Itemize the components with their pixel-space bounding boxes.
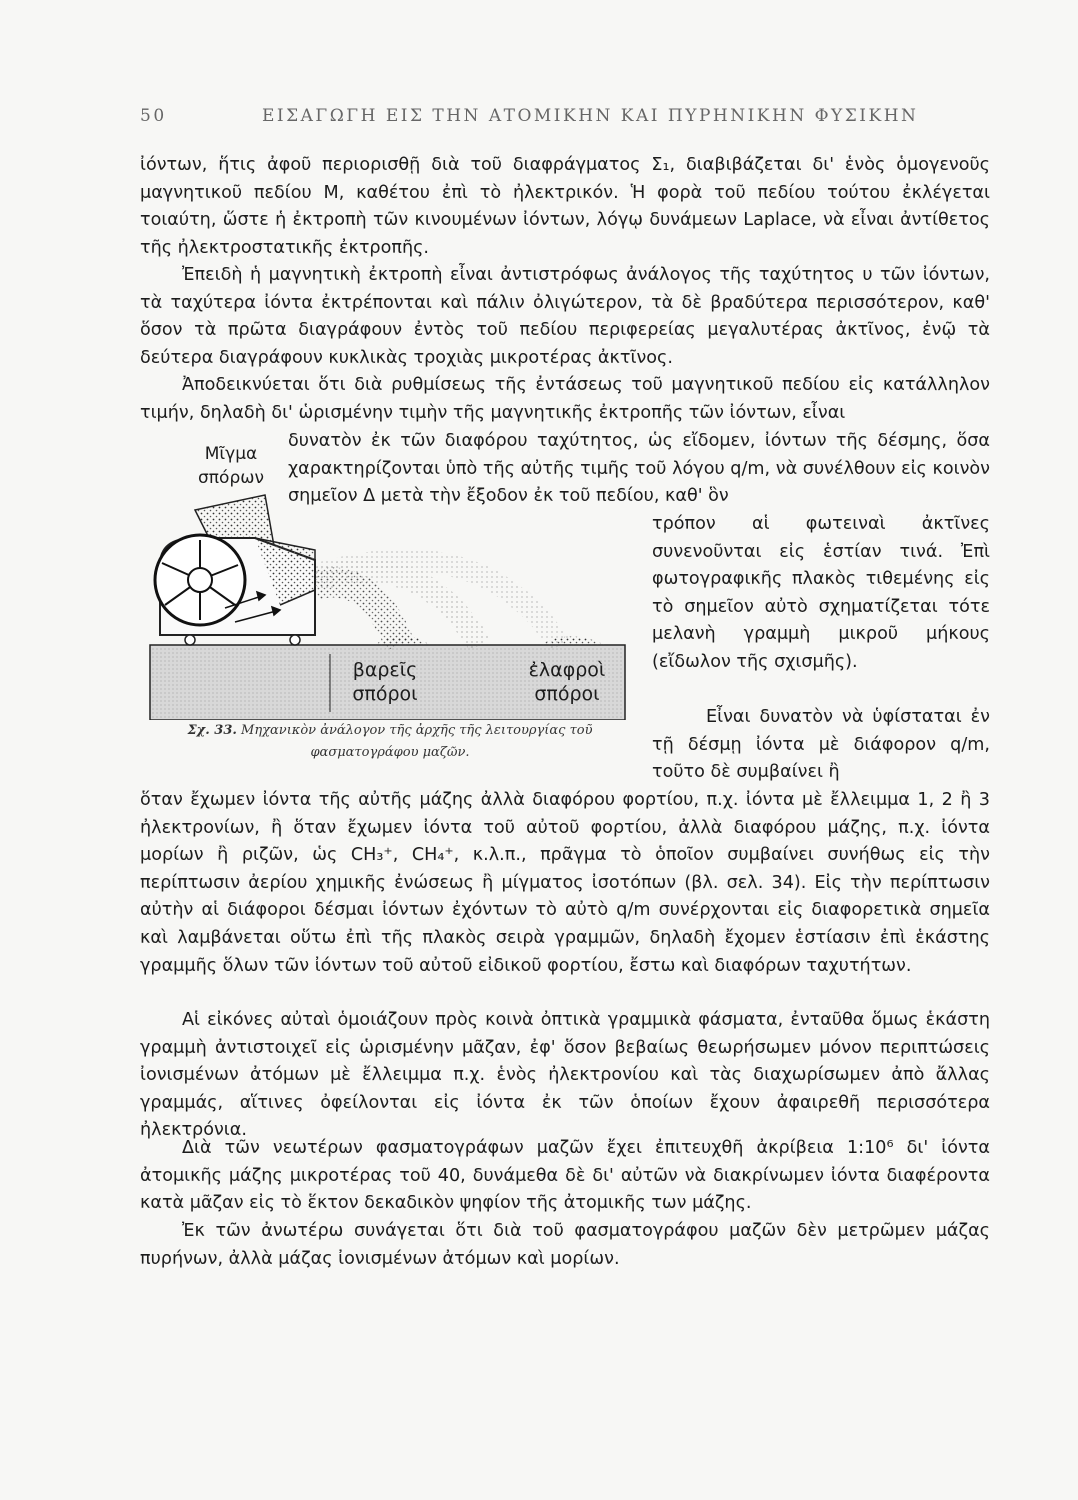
heavy-seeds-label: βαρεῖς σπόροι (352, 659, 418, 705)
light-seeds-label: ἐλαφροὶ σπόροι (528, 659, 606, 705)
paragraph-4-full: ὅταν ἔχωμεν ἰόντα τῆς αὐτῆς μάζης ἀλλὰ διαφόρου φορτίου, π.χ. ἰόντα μὲ ἔλλειμμα 1, 2 ἢ 3 ἠλεκτρονίων, ἢ ὅταν ἔχωμεν ἰόντα τοῦ αὐτοῦ φορτίου, ἀλλὰ διαφόρου μάζης, π.χ. ἰόντα μορίων ἢ ριζῶν, ὡς CH₃⁺, CH₄⁺, κ.λ.π., πρᾶγμα τὸ ὁποῖον συμβαίνει συνήθως εἰς τὴν περίπτωσιν ἀερίου χημικῆς ἐνώσεως ἢ μίγματος ἰσοτόπων (βλ. σελ. 34). Εἰς τὴν περίπτωσιν αὐτὴν αἱ διάφοροι δέσμαι ἰόντων ἐχόντων τὸ αὐτὸ q/m συνέρχονται εἰς διαφορετικὰ σημεῖα καὶ λαμβάνεται οὕτω ἐπὶ τῆς πλακὸς σειρὰ γραμμῶν, δηλαδὴ ἔχομεν ἑστίασιν ἐπὶ ἑκάστης γραμμῆς ὅλων τῶν ἰόντων τοῦ αὐτοῦ εἰδικοῦ φορτίου, ἔστω καὶ διαφόρων ταχυτήτων. (140, 790, 990, 976)
paragraph-4-narrower: Εἶναι δυνατὸν νὰ ὑφίσταται ἐν τῇ δέσμῃ ἰόντα μὲ διάφορον q/m, τοῦτο δὲ συμβαίνει ἢ (652, 707, 990, 783)
page-number: 50 (140, 106, 167, 126)
caption-text: Μηχανικὸν ἀνάλογον τῆς ἀρχῆς τῆς λειτουργίας τοῦ φασματογράφου μαζῶν. (241, 723, 593, 760)
caption-number: Σχ. 33. (187, 723, 237, 738)
paragraph-7: Ἐκ τῶν ἀνωτέρω συνάγεται ὅτι διὰ τοῦ φασματογράφου μαζῶν δὲν μετρῶμεν μάζας πυρήνων, ἀλλὰ μάζας ἰονισμένων ἀτόμων καὶ μορίων. (140, 1221, 990, 1269)
paragraph-3-full: Ἀποδεικνύεται ὅτι διὰ ρυθμίσεως τῆς ἐντάσεως τοῦ μαγνητικοῦ πεδίου εἰς κατάλληλον τιμήν, δηλαδὴ δι' ὡρισμένην τιμὴν τῆς μαγνητικῆς ἐκτροπῆς τῶν ἰόντων, εἶναι (140, 375, 990, 423)
paragraph-3-narrow: δυνατὸν ἐκ τῶν διαφόρου ταχύτητος, ὡς εἴδομεν, ἰόντων τῆς δέσμης, ὅσα χαρακτηρίζονται ὑπὸ τῆς αὐτῆς τιμῆς τοῦ λόγου q/m, νὰ συνέλθουν εἰς κοινὸν σημεῖον Δ μετὰ τὴν ἔξοδον ἐκ τοῦ πεδίου, καθ' ὃν (288, 431, 990, 507)
paragraph-1: ἰόντων, ἥτις ἀφοῦ περιορισθῇ διὰ τοῦ διαφράγματος Σ₁, διαβιβάζεται δι' ἑνὸς ὁμογενοῦς μαγνητικοῦ πεδίου Μ, καθέτου ἐπὶ τὸ ἠλεκτρικόν. Ἡ φορὰ τοῦ πεδίου τούτου ἐκλέγεται τοιαύτη, ὥστε ἡ ἐκτροπὴ τῶν κινουμένων ἰόντων, λόγῳ δυνάμεων Laplace, νὰ εἶναι ἀντίθετος τῆς ἠλεκτροστατικῆς ἐκτροπῆς. (140, 155, 990, 258)
paragraph-5: Αἱ εἰκόνες αὐταὶ ὁμοιάζουν πρὸς κοινὰ ὀπτικὰ γραμμικὰ φάσματα, ἐνταῦθα ὅμως ἑκάστη γραμμὴ ἀντιστοιχεῖ εἰς ὡρισμένην μᾶζαν, ἐφ' ὅσον βεβαίως θεωρήσωμεν μόνον περιπτώσεις ἰονισμένων ἀτόμων μὲ ἔλλειμμα π.χ. ἑνὸς ἠλεκτρονίου καὶ τὰς διαχωρίσωμεν ἀπὸ ἄλλας γραμμάς, αἵτινες ὀφείλονται εἰς ἰόντα ἐκ τῶν ὁποίων ἔχουν ἀφαιρεθῆ περισσότερα ἠλεκτρόνια. (140, 1010, 990, 1141)
mixture-label: Μῖγμα σπόρων (198, 444, 264, 488)
figure-caption (140, 720, 640, 764)
page-header (140, 106, 990, 136)
paragraph-3-narrower: τρόπον αἱ φωτειναὶ ἀκτῖνες συνενοῦνται εἰς ἑστίαν τινά. Ἐπὶ φωτογραφικῆς πλακὸς τιθεμένης εἰς τὸ σημεῖον αὐτὸ σχηματίζεται τότε μελανὴ γραμμὴ μικροῦ μήκους (εἴδωλον τῆς σχισμῆς). (652, 514, 990, 672)
paragraph-2: Ἐπειδὴ ἡ μαγνητικὴ ἐκτροπὴ εἶναι ἀντιστρόφως ἀνάλογος τῆς ταχύτητος υ τῶν ἰόντων, τὰ ταχύτερα ἰόντα ἐκτρέπονται καὶ πάλιν ὀλιγώτερον, τὰ δὲ βραδύτερα περισσότερον, καθ' ὅσον τὰ πρῶτα διαγράφουν ἐντὸς τοῦ πεδίου περιφερείας μεγαλυτέρας ἀκτῖνος, ἐνῷ τὰ δεύτερα διαγράφουν κυκλικὰς τροχιὰς μικροτέρας ἀκτῖνος. (140, 265, 990, 368)
running-title: ΕΙΣΑΓΩΓΗ ΕΙΣ ΤΗΝ ΑΤΟΜΙΚΗΝ ΚΑΙ ΠΥΡΗΝΙΚΗΝ ΦΥΣΙΚΗΝ (262, 106, 919, 126)
paragraph-6: Διὰ τῶν νεωτέρων φασματογράφων μαζῶν ἔχει ἐπιτευχθῆ ἀκρίβεια 1:10⁶ δι' ἰόντα ἀτομικῆς μάζης μικροτέρας τοῦ 40, δυνάμεθα δὲ δι' αὐτῶν νὰ διακρίνωμεν ἰόντα διαφέροντα κατὰ μᾶζαν εἰς τὸ ἕκτον δεκαδικὸν ψηφίον τῆς ἀτομικῆς των μάζης. (140, 1138, 990, 1214)
heavy-seed-stream (315, 583, 400, 646)
